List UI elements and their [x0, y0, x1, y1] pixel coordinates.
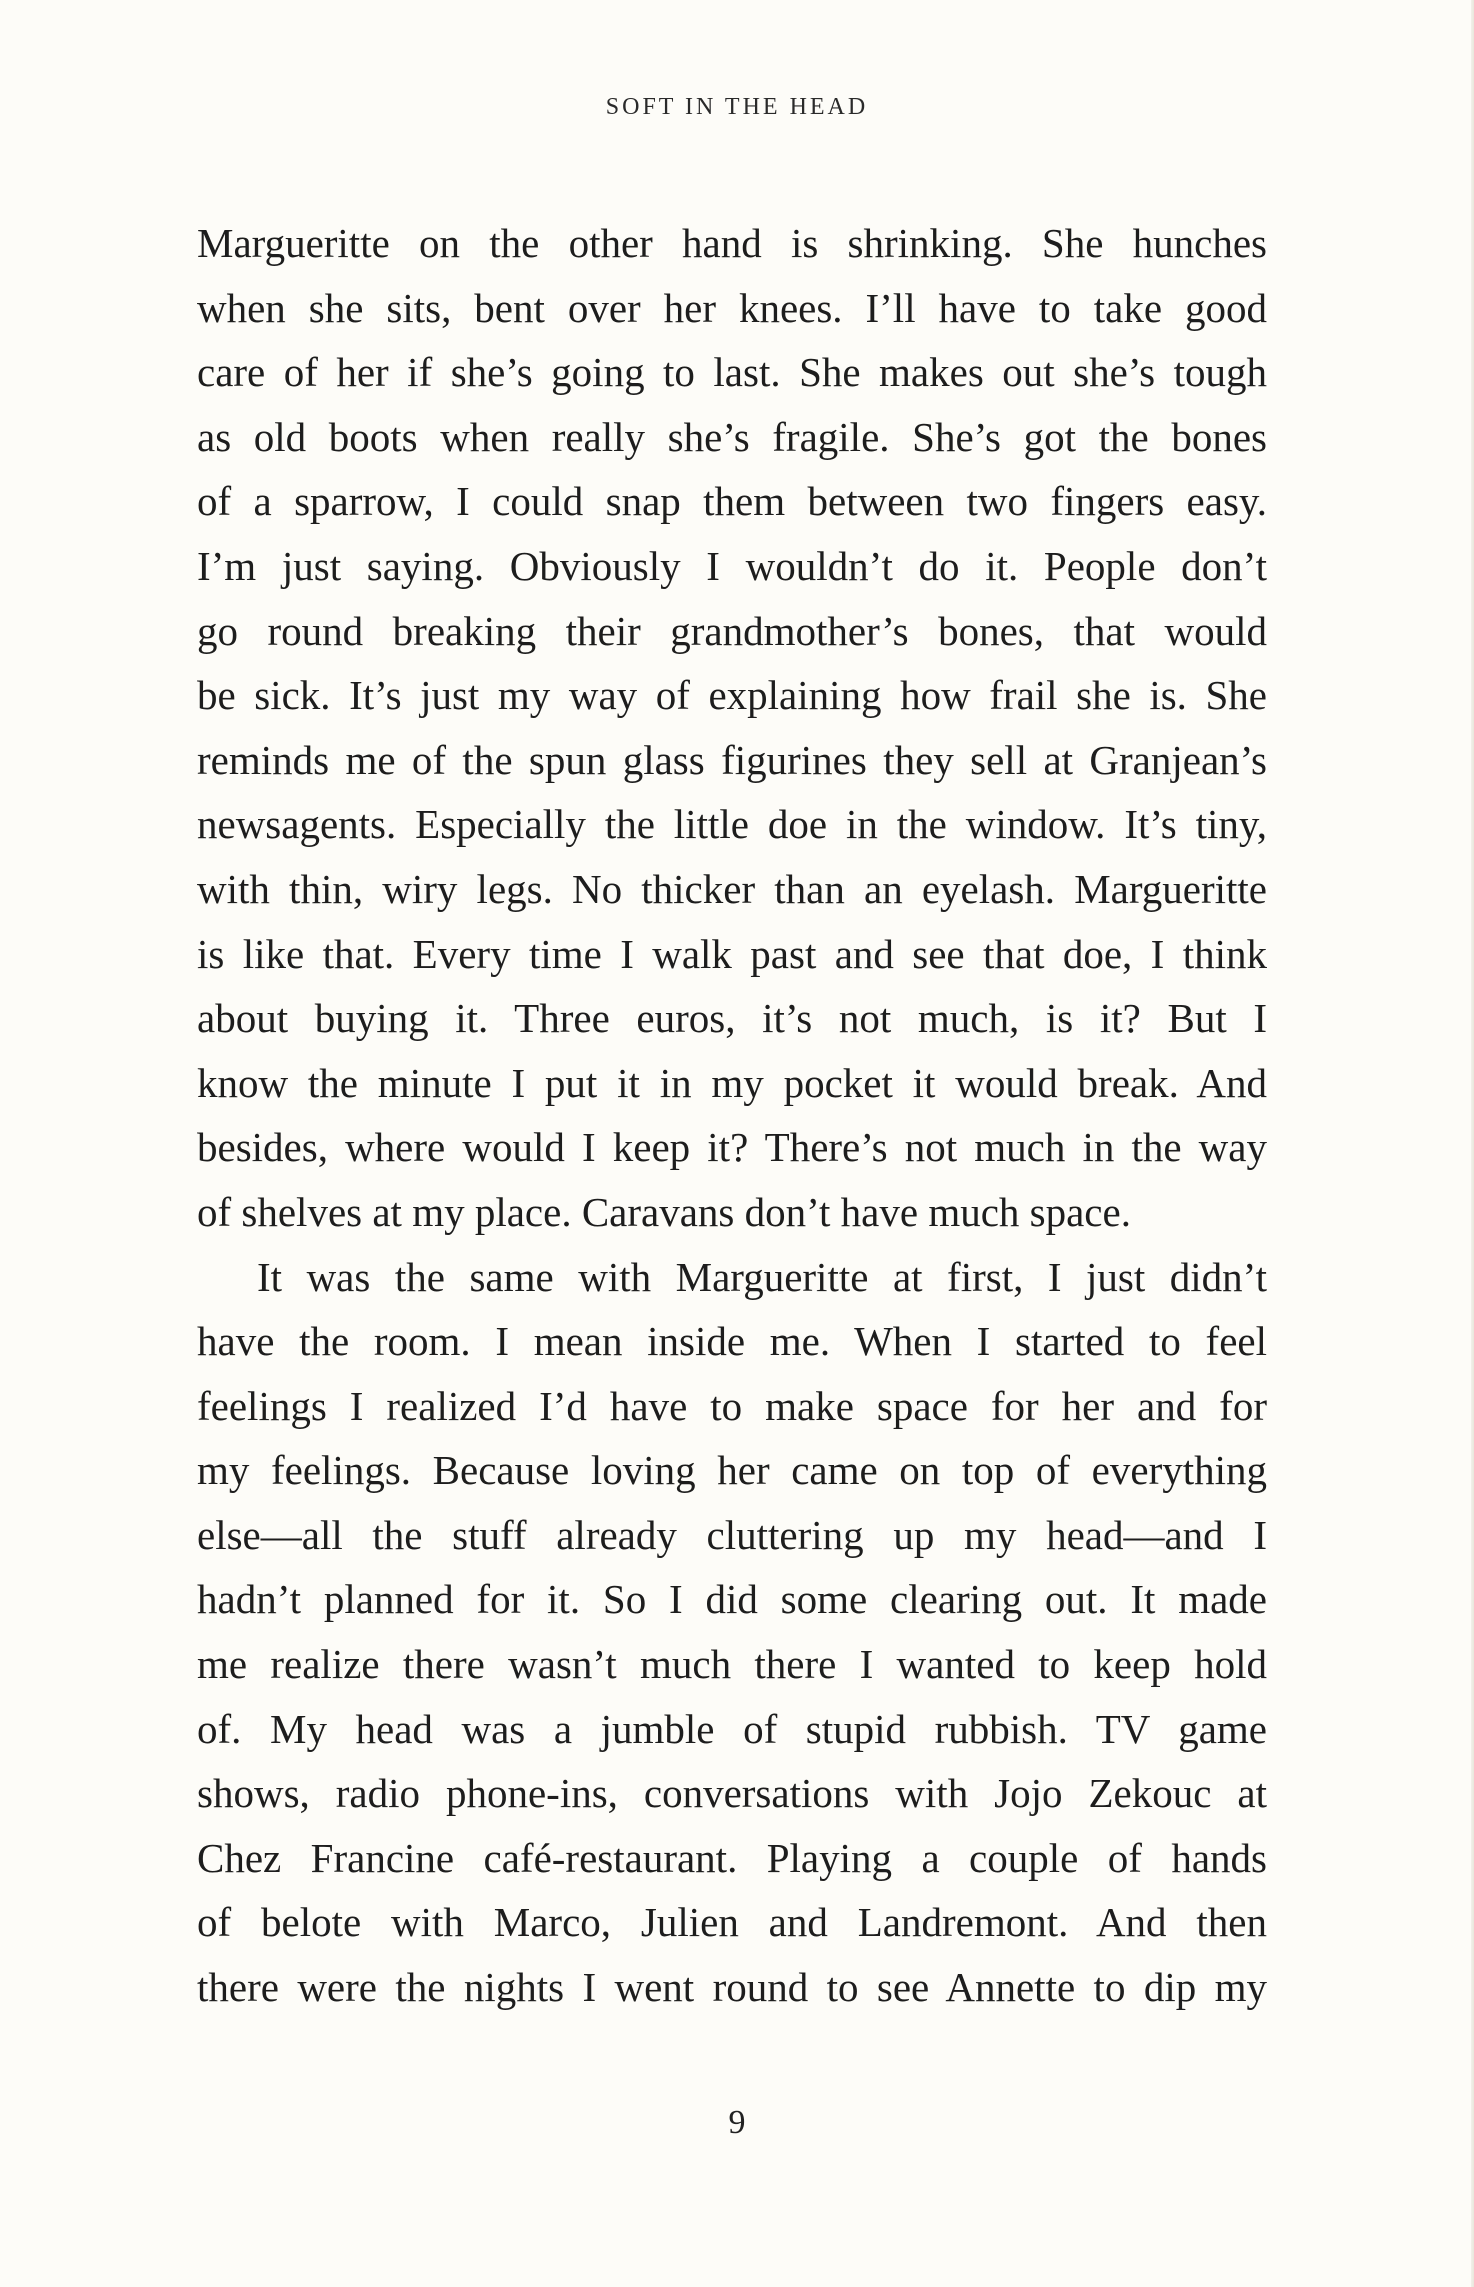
text-line: care of her if she’s going to last. She makes out she’s tough — [197, 349, 1267, 396]
text-line: is like that. Every time I walk past and see that doe, I think — [197, 930, 1267, 977]
text-line: know the minute I put it in my pocket it would break. And — [197, 1059, 1267, 1106]
text-line: reminds me of the spun glass figurines they sell at Granjean’s — [197, 736, 1267, 783]
text-line: about buying it. Three euros, it’s not much, is it? But I — [197, 995, 1267, 1042]
text-line: newsagents. Especially the little doe in the window. It’s tiny, — [197, 801, 1267, 848]
running-head: SOFT IN THE HEAD — [605, 94, 869, 120]
text-line: my feelings. Because loving her came on top of everything — [197, 1447, 1267, 1494]
text-line: of a sparrow, I could snap them between two fingers easy. — [197, 478, 1267, 525]
text-line: when she sits, bent over her knees. I’ll have to take good — [197, 284, 1267, 331]
text-line: shows, radio phone-ins, conversations with Jojo Zekouc at — [197, 1770, 1267, 1817]
text-line: It was the same with Margueritte at first, I just didn’t — [257, 1253, 1267, 1300]
text-line: Chez Francine café-restaurant. Playing a couple of hands — [197, 1834, 1267, 1881]
text-line: have the room. I mean inside me. When I started to feel — [197, 1318, 1267, 1365]
text-line: Margueritte on the other hand is shrinking. She hunches — [197, 220, 1267, 266]
text-line: with thin, wiry legs. No thicker than an eyelash. Margueritte — [197, 865, 1267, 912]
body-text — [197, 211, 1267, 2020]
text-line: as old boots when really she’s fragile. She’s got the bones — [197, 413, 1267, 460]
text-line: I’m just saying. Obviously I wouldn’t do it. People don’t — [197, 542, 1267, 589]
text-line: me realize there wasn’t much there I wanted to keep hold — [197, 1641, 1267, 1688]
text-line: there were the nights I went round to see Annette to dip my — [197, 1964, 1267, 2011]
page-number: 9 — [728, 2104, 746, 2141]
text-line: of shelves at my place. Caravans don’t have much space. — [197, 1188, 1131, 1235]
text-line: go round breaking their grandmother’s bones, that would — [197, 607, 1267, 654]
text-line: else—all the stuff already cluttering up my head—and I — [197, 1511, 1267, 1558]
text-line: feelings I realized I’d have to make space for her and for — [197, 1382, 1267, 1429]
text-line: besides, where would I keep it? There’s not much in the way — [197, 1124, 1267, 1171]
text-line: of. My head was a jumble of stupid rubbish. TV game — [197, 1705, 1267, 1752]
text-line: hadn’t planned for it. So I did some clearing out. It made — [197, 1576, 1267, 1623]
text-line: of belote with Marco, Julien and Landremont. And then — [197, 1899, 1267, 1946]
text-line: be sick. It’s just my way of explaining how frail she is. She — [197, 672, 1267, 719]
